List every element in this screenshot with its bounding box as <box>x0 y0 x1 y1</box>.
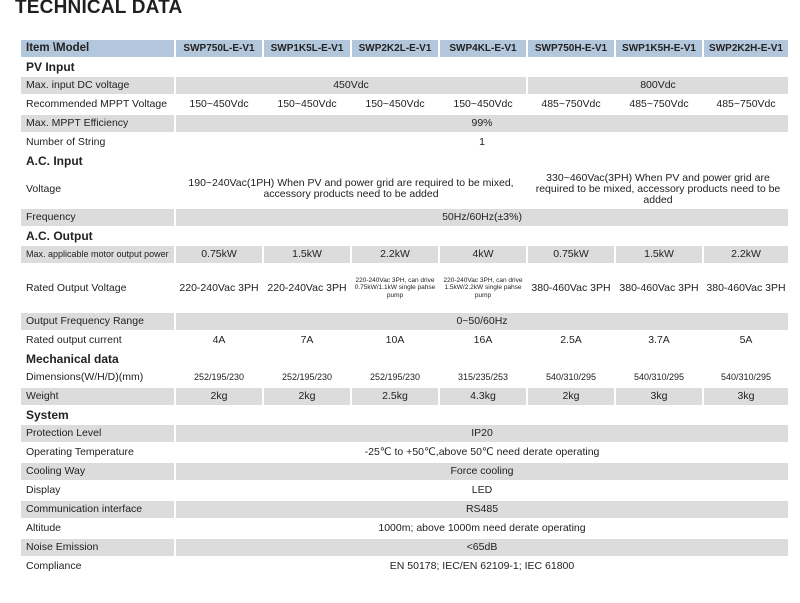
section-row <box>21 153 788 169</box>
cell-value: 540/310/295 <box>704 369 788 386</box>
row-label: Operating Temperature <box>21 444 174 461</box>
row-label: Communication interface <box>21 501 174 518</box>
cell-value: 1.5kW <box>616 246 702 263</box>
cell-value: 3kg <box>704 388 788 405</box>
row-label: Recommended MPPT Voltage <box>21 96 174 113</box>
cell-value: 1 <box>176 134 788 151</box>
cell-value: 2.2kW <box>704 246 788 263</box>
row-label: Voltage <box>21 171 174 207</box>
page-title: TECHNICAL DATA <box>15 0 183 18</box>
row-label: Altitude <box>21 520 174 537</box>
table-row <box>21 96 788 113</box>
cell-value: 220-240Vac 3PH, can drive 1.5kW/2.2kW single pahse pump <box>440 265 526 311</box>
table-row <box>21 115 788 132</box>
row-label: Number of String <box>21 134 174 151</box>
section-title: System <box>21 407 174 423</box>
row-label: Frequency <box>21 209 174 226</box>
cell-value: 3kg <box>616 388 702 405</box>
cell-value: 10A <box>352 332 438 349</box>
model-header: SWP750H-E-V1 <box>528 40 614 57</box>
cell-value: Force cooling <box>176 463 788 480</box>
row-label: Rated Output Voltage <box>21 265 174 311</box>
table-row <box>21 369 788 386</box>
cell-value: 380-460Vac 3PH <box>616 265 702 311</box>
cell-value: 220-240Vac 3PH, can drive 0.75kW/1.1kW single pahse pump <box>352 265 438 311</box>
cell-value: 4A <box>176 332 262 349</box>
section-title: A.C. Output <box>21 228 174 244</box>
header-item-label: Item \Model <box>21 40 174 57</box>
cell-value: 2.5A <box>528 332 614 349</box>
cell-value: 2kg <box>264 388 350 405</box>
table-row <box>21 313 788 330</box>
table-row <box>21 558 788 575</box>
section-row <box>21 59 788 75</box>
cell-value: 0.75kW <box>528 246 614 263</box>
row-label: Cooling Way <box>21 463 174 480</box>
table-row <box>21 134 788 151</box>
cell-value: LED <box>176 482 788 499</box>
row-label: Output Frequency Range <box>21 313 174 330</box>
model-header: SWP2K2H-E-V1 <box>704 40 788 57</box>
cell-value: 2kg <box>528 388 614 405</box>
cell-value: 330~460Vac(3PH) When PV and power grid are required to be mixed, accessory products need to be added <box>528 171 788 207</box>
cell-value: 450Vdc <box>176 77 526 94</box>
row-label: Dimensions(W/H/D)(mm) <box>21 369 174 386</box>
cell-value: 16A <box>440 332 526 349</box>
cell-value: IP20 <box>176 425 788 442</box>
model-header: SWP750L-E-V1 <box>176 40 262 57</box>
cell-value: 380-460Vac 3PH <box>704 265 788 311</box>
cell-value: 800Vdc <box>528 77 788 94</box>
table-row <box>21 520 788 537</box>
model-header: SWP1K5H-E-V1 <box>616 40 702 57</box>
section-row <box>21 228 788 244</box>
technical-data-table <box>19 38 790 577</box>
cell-value: RS485 <box>176 501 788 518</box>
table-row <box>21 444 788 461</box>
cell-value: 3.7A <box>616 332 702 349</box>
table-row <box>21 265 788 311</box>
model-header: SWP1K5L-E-V1 <box>264 40 350 57</box>
cell-value: 190~240Vac(1PH) When PV and power grid are required to be mixed, accessory products need to be added <box>176 171 526 207</box>
cell-value: 99% <box>176 115 788 132</box>
cell-value: 150~450Vdc <box>352 96 438 113</box>
table-row <box>21 388 788 405</box>
cell-value: 1000m; above 1000m need derate operating <box>176 520 788 537</box>
table-row <box>21 463 788 480</box>
cell-value: 0~50/60Hz <box>176 313 788 330</box>
section-title: PV Input <box>21 59 174 75</box>
row-label: Display <box>21 482 174 499</box>
table-row <box>21 332 788 349</box>
cell-value: 150~450Vdc <box>176 96 262 113</box>
row-label: Rated output current <box>21 332 174 349</box>
cell-value: 220-240Vac 3PH <box>176 265 262 311</box>
cell-value: 4.3kg <box>440 388 526 405</box>
row-label: Weight <box>21 388 174 405</box>
section-title: Mechanical data <box>21 351 174 367</box>
cell-value: <65dB <box>176 539 788 556</box>
header-row <box>21 40 788 57</box>
cell-value: 1.5kW <box>264 246 350 263</box>
cell-value: 2kg <box>176 388 262 405</box>
cell-value: 380-460Vac 3PH <box>528 265 614 311</box>
section-row <box>21 351 788 367</box>
cell-value: 485~750Vdc <box>704 96 788 113</box>
section-title: A.C. Input <box>21 153 174 169</box>
cell-value: 4kW <box>440 246 526 263</box>
row-label: Max. MPPT Efficiency <box>21 115 174 132</box>
table-row <box>21 77 788 94</box>
cell-value: 150~450Vdc <box>440 96 526 113</box>
table-row <box>21 482 788 499</box>
cell-value: 7A <box>264 332 350 349</box>
row-label: Compliance <box>21 558 174 575</box>
cell-value: 252/195/230 <box>176 369 262 386</box>
row-label: Max. applicable motor output power <box>21 246 174 263</box>
table-row <box>21 425 788 442</box>
cell-value: EN 50178; IEC/EN 62109-1; IEC 61800 <box>176 558 788 575</box>
row-label: Max. input DC voltage <box>21 77 174 94</box>
cell-value: 252/195/230 <box>352 369 438 386</box>
model-header: SWP4KL-E-V1 <box>440 40 526 57</box>
row-label: Protection Level <box>21 425 174 442</box>
table-row <box>21 246 788 263</box>
cell-value: 540/310/295 <box>528 369 614 386</box>
cell-value: 150~450Vdc <box>264 96 350 113</box>
cell-value: 220-240Vac 3PH <box>264 265 350 311</box>
cell-value: 315/235/253 <box>440 369 526 386</box>
cell-value: 485~750Vdc <box>616 96 702 113</box>
table-row <box>21 171 788 207</box>
cell-value: 2.2kW <box>352 246 438 263</box>
cell-value: 0.75kW <box>176 246 262 263</box>
table-row <box>21 539 788 556</box>
cell-value: 540/310/295 <box>616 369 702 386</box>
row-label: Noise Emission <box>21 539 174 556</box>
table-row <box>21 209 788 226</box>
cell-value: 252/195/230 <box>264 369 350 386</box>
cell-value: 485~750Vdc <box>528 96 614 113</box>
cell-value: -25℃ to +50℃,above 50℃ need derate operating <box>176 444 788 461</box>
section-row <box>21 407 788 423</box>
model-header: SWP2K2L-E-V1 <box>352 40 438 57</box>
cell-value: 5A <box>704 332 788 349</box>
table-row <box>21 501 788 518</box>
cell-value: 50Hz/60Hz(±3%) <box>176 209 788 226</box>
cell-value: 2.5kg <box>352 388 438 405</box>
